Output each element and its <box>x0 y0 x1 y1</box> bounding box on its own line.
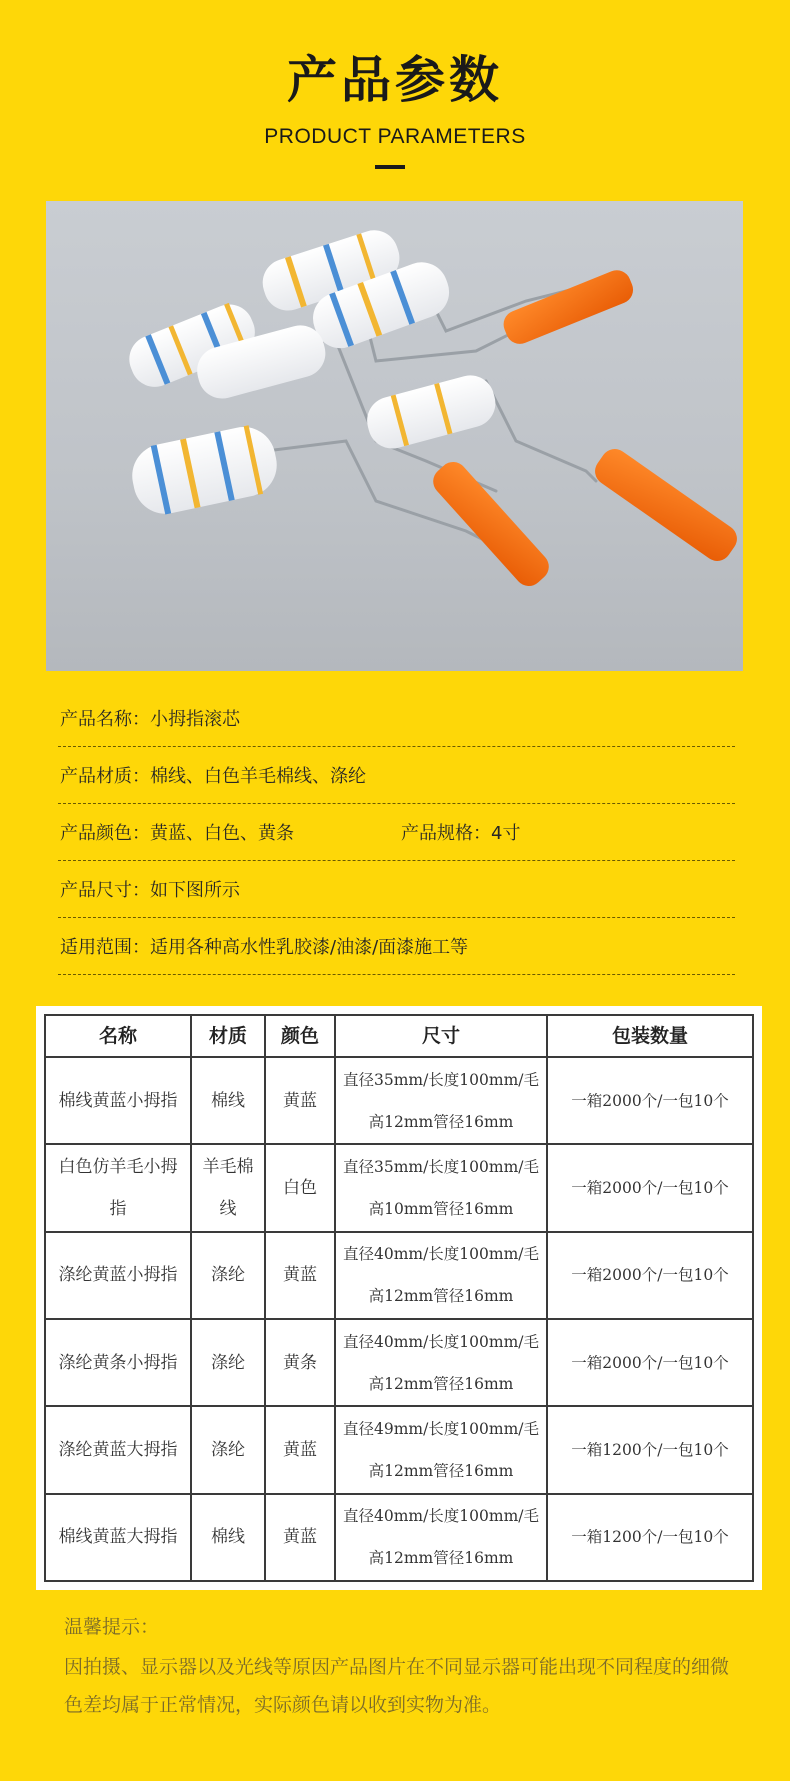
cell-size: 直径49mm/长度100mm/毛高12mm管径16mm <box>335 1406 547 1493</box>
cell-color: 黄蓝 <box>265 1057 335 1144</box>
spec-name: 产品名称：小拇指滚芯 <box>60 709 240 730</box>
cell-color: 黄条 <box>265 1319 335 1406</box>
cell-size: 直径35mm/长度100mm/毛高10mm管径16mm <box>335 1144 547 1231</box>
tips-title: 温馨提示： <box>64 1616 160 1638</box>
cell-material: 棉线 <box>191 1494 265 1581</box>
table-row <box>45 1232 753 1319</box>
cell-color: 黄蓝 <box>265 1494 335 1581</box>
table-row <box>45 1057 753 1144</box>
cell-size: 直径35mm/长度100mm/毛高12mm管径16mm <box>335 1057 547 1144</box>
cell-packing: 一箱2000个/一包10个 <box>547 1144 753 1231</box>
cell-name: 涤纶黄蓝小拇指 <box>45 1232 191 1319</box>
header <box>0 0 790 200</box>
cell-size: 直径40mm/长度100mm/毛高12mm管径16mm <box>335 1319 547 1406</box>
spec-dimensions: 产品尺寸：如下图所示 <box>60 880 240 901</box>
table-header-row <box>45 1015 753 1057</box>
cell-packing: 一箱1200个/一包10个 <box>547 1494 753 1581</box>
cell-color: 黄蓝 <box>265 1232 335 1319</box>
cell-packing: 一箱2000个/一包10个 <box>547 1232 753 1319</box>
spec-row-material <box>58 747 735 804</box>
cell-name: 棉线黄蓝大拇指 <box>45 1494 191 1581</box>
col-header-packing: 包装数量 <box>547 1015 753 1057</box>
cell-size: 直径40mm/长度100mm/毛高12mm管径16mm <box>335 1232 547 1319</box>
col-header-name: 名称 <box>45 1015 191 1057</box>
title-underline <box>375 165 405 169</box>
cell-name: 白色仿羊毛小拇指 <box>45 1144 191 1231</box>
tips-section <box>64 1612 744 1724</box>
spec-row-usage <box>58 918 735 975</box>
cell-size: 直径40mm/长度100mm/毛高12mm管径16mm <box>335 1494 547 1581</box>
parameter-table <box>44 1014 754 1582</box>
spec-size-spec: 产品规格：4寸 <box>401 823 521 844</box>
cell-material: 涤纶 <box>191 1232 265 1319</box>
page-subtitle: PRODUCT PARAMETERS <box>264 125 526 148</box>
cell-material: 羊毛棉线 <box>191 1144 265 1231</box>
cell-color: 黄蓝 <box>265 1406 335 1493</box>
spec-list <box>58 690 735 975</box>
col-header-material: 材质 <box>191 1015 265 1057</box>
table-row <box>45 1406 753 1493</box>
cell-material: 棉线 <box>191 1057 265 1144</box>
table-row <box>45 1144 753 1231</box>
spec-row-name <box>58 690 735 747</box>
cell-material: 涤纶 <box>191 1319 265 1406</box>
product-photo <box>46 201 743 671</box>
parameter-table-panel <box>36 1006 762 1590</box>
tips-body: 因拍摄、显示器以及光线等原因产品图片在不同显示器可能出现不同程度的细微色差均属于正常情况，实际颜色请以收到实物为准。 <box>64 1656 730 1716</box>
page-title: 产品参数 <box>287 51 503 109</box>
cell-color: 白色 <box>265 1144 335 1231</box>
cell-packing: 一箱2000个/一包10个 <box>547 1319 753 1406</box>
cell-name: 涤纶黄条小拇指 <box>45 1319 191 1406</box>
roller-handle <box>427 266 742 592</box>
cell-material: 涤纶 <box>191 1406 265 1493</box>
cell-name: 涤纶黄蓝大拇指 <box>45 1406 191 1493</box>
spec-usage: 适用范围：适用各种高水性乳胶漆/油漆/面漆施工等 <box>60 937 469 958</box>
cell-packing: 一箱2000个/一包10个 <box>547 1057 753 1144</box>
table-row <box>45 1494 753 1581</box>
spec-row-dimensions <box>58 861 735 918</box>
cell-name: 棉线黄蓝小拇指 <box>45 1057 191 1144</box>
cell-packing: 一箱1200个/一包10个 <box>547 1406 753 1493</box>
spec-color: 产品颜色：黄蓝、白色、黄条 <box>60 823 294 844</box>
col-header-size: 尺寸 <box>335 1015 547 1057</box>
table-row <box>45 1319 753 1406</box>
spec-row-color <box>58 804 735 861</box>
spec-material: 产品材质：棉线、白色羊毛棉线、涤纶 <box>60 766 366 787</box>
col-header-color: 颜色 <box>265 1015 335 1057</box>
